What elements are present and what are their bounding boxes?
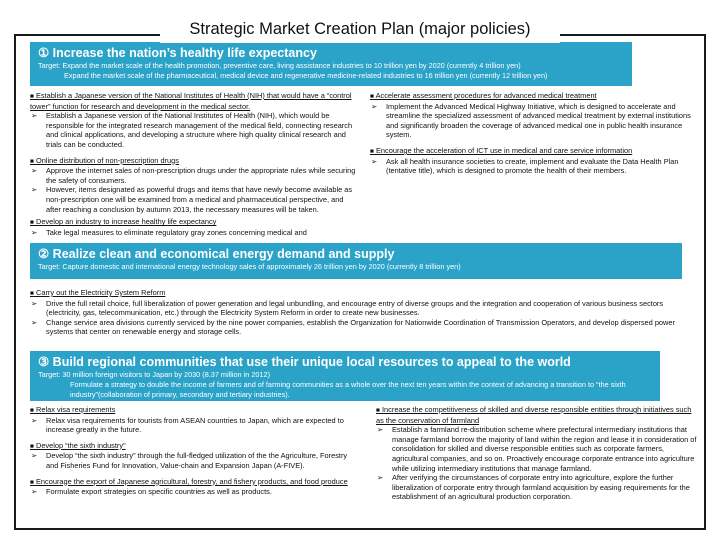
arrow-icon: ➢ (371, 101, 378, 111)
list-item: ➢ Relax visa requirements for tourists from ASEAN countries to Japan, which are expected to increase greatly in the future. (31, 415, 344, 435)
heading-ict: ■ Encourage the acceleration of ICT use in medical and care service information (370, 145, 633, 155)
arrow-icon: ➢ (31, 487, 38, 497)
heading-healthy-industry: ■ Develop an industry to increase healthy life expectancy (30, 217, 217, 227)
arrow-icon: ➢ (31, 185, 38, 195)
page-title: Strategic Market Creation Plan (major policies) (160, 15, 560, 43)
list-item: ➢ After verifying the circumstances of corporate entry into agriculture, explore the further liberalization of corporate entry through farmland acquisition by easing requirements for the establishment of an agricultural production corporation. (377, 473, 690, 502)
list-item: ➢ Formulate export strategies on specific countries as well as products. (31, 487, 272, 497)
arrow-icon: ➢ (371, 156, 378, 166)
list-item: ➢ Approve the internet sales of non-prescription drugs under the appropriate rules while securing the safety of consumers. (31, 166, 356, 185)
list-item: ➢ Take legal measures to eliminate regulatory gray zones concerning medical and (31, 227, 307, 237)
heading-sixth-industry: ■ Develop “the sixth industry” (30, 440, 126, 450)
arrow-icon: ➢ (31, 298, 38, 308)
section-2-target: Target: Capture domestic and international energy technology sales of approximately 26 trillion yen by 2020 (currently 8 trillion yen) (38, 262, 461, 271)
heading-online-drugs: ■ Online distribution of non-prescription drugs (30, 155, 179, 165)
section-3-right-column (376, 405, 700, 502)
arrow-icon: ➢ (377, 425, 384, 435)
bullet-icon: ■ (30, 219, 34, 227)
arrow-icon: ➢ (31, 415, 38, 425)
bullet-icon: ■ (30, 290, 34, 297)
heading-export: ■ Encourage the export of Japanese agricultural, forestry, and fishery products, and food produce (30, 476, 348, 486)
bullet-icon: ■ (370, 93, 374, 100)
arrow-icon: ➢ (31, 317, 38, 327)
section-2-body (30, 288, 694, 337)
arrow-icon: ➢ (377, 473, 384, 483)
arrow-icon: ➢ (31, 111, 38, 121)
arrow-icon: ➢ (31, 451, 38, 461)
heading-advanced-medical: ■ Accelerate assessment procedures for advanced medical treatment (370, 91, 597, 100)
bullet-icon: ■ (30, 442, 34, 450)
list-item: ➢ Establish a farmland re-distribution scheme where prefectural intermediary institutions that manage farmland borrow the majority of land within the region and lease it in consideration of consolidation for skilled and diverse responsible entities such as corporate farmers, agricultural companies, and so on. Proactively encourage corporate entrance into agriculture while utilizing intermediary institutions that manage farmland. (377, 425, 697, 473)
bullet-icon: ■ (370, 147, 374, 155)
section-2-title: ② Realize clean and economical energy demand and supply (38, 247, 395, 261)
heading-visa: ■ Relax visa requirements (30, 405, 116, 414)
section-3-banner (30, 351, 660, 401)
list-item: ➢ Change service area divisions currently serviced by the nine power companies, establish the Organization for Nationwide Coordination of Transmission Operators, and develop dispersed power systems that center on renewable energy and storage cells. (31, 317, 675, 337)
section-3-target: Target: 30 million foreign visitors to Japan by 2030 (8.37 million in 2012) (38, 370, 271, 379)
section-1-target: Target: Expand the market scale of the health promotion, preventive care, living assistance industries to 10 trillion yen by 2020 (currently 4 trillion yen) (38, 61, 521, 70)
list-item: ➢ Implement the Advanced Medical Highway Initiative, which is designed to accelerate and streamline the specialized assessment of advanced medical treatment by external institutions and significantly broaden the coverage of advanced medical one in public health insurance system. (371, 101, 691, 140)
list-item: ➢ Ask all health insurance societies to create, implement and evaluate the Data Health Plan (tentative title), which is designed to promote the health of their members. (371, 156, 679, 176)
section-1-banner (30, 42, 632, 86)
section-3-left-column (30, 405, 360, 497)
bullet-icon: ■ (30, 407, 34, 414)
heading-nih: ■ Establish a Japanese version of the National Institutes of Health (NIH) that would have a “control tower” function for research and development in the medical sector. (30, 91, 352, 111)
list-item: ➢ Drive the full retail choice, full liberalization of power generation and legal unbundling, and encourage entry of diverse groups and the integration and cooperation of various business sectors (electricity, gas, telecommunication, etc.) through the Electricity System Reform in order to create new businesses. (31, 298, 664, 318)
section-3-target-2: Formulate a strategy to double the income of farmers and of farming communities as a whole over the next ten years within the context of advancing a transition to “the sixth industry”(collaboration of primary, secondary and tertiary industries). (70, 380, 626, 399)
section-1-right-column (370, 91, 700, 176)
section-1-target-2: Expand the market scale of the pharmaceutical, medical device and regenerative medicine-related industries to 16 trillion yen (currently 12 trillion yen) (64, 71, 548, 80)
arrow-icon: ➢ (31, 227, 38, 237)
arrow-icon: ➢ (31, 166, 38, 176)
bullet-icon: ■ (30, 478, 34, 486)
bullet-icon: ■ (30, 157, 34, 165)
list-item: ➢ Develop “the sixth industry” through the full-fledged utilization of the the Agriculture, Forestry and Fisheries Fund for Innovation, Value-chain and Expansion Japan (A-FIVE). (31, 451, 348, 470)
section-2-banner (30, 243, 682, 279)
list-item: ➢ Establish a Japanese version of the National Institutes of Health (NIH), which would be responsible for the integrated research management of the medical field, connecting research and clinical applications, and developing a structure where high quality clinical research and trials can be conducted. (31, 111, 353, 149)
heading-electricity-reform: ■ Carry out the Electricity System Reform (30, 288, 166, 297)
bullet-icon: ■ (30, 93, 34, 100)
section-3-title: ③ Build regional communities that use their unique local resources to appeal to the world (38, 355, 571, 369)
section-1-title: ① Increase the nation’s healthy life expectancy (38, 46, 317, 60)
bullet-icon: ■ (376, 407, 380, 414)
heading-farmland: ■ Increase the competitiveness of skilled and diverse responsible entities through initiatives such as the conservation of farmland (376, 405, 692, 425)
section-1-left-column (30, 91, 360, 237)
list-item: ➢ However, items designated as powerful drugs and items that have newly become available as non-prescription one will be examined from a medical and pharmaceutical perspective, and after reaching a conclusion by autumn 2013, the necessary measures will be taken. (31, 185, 353, 214)
